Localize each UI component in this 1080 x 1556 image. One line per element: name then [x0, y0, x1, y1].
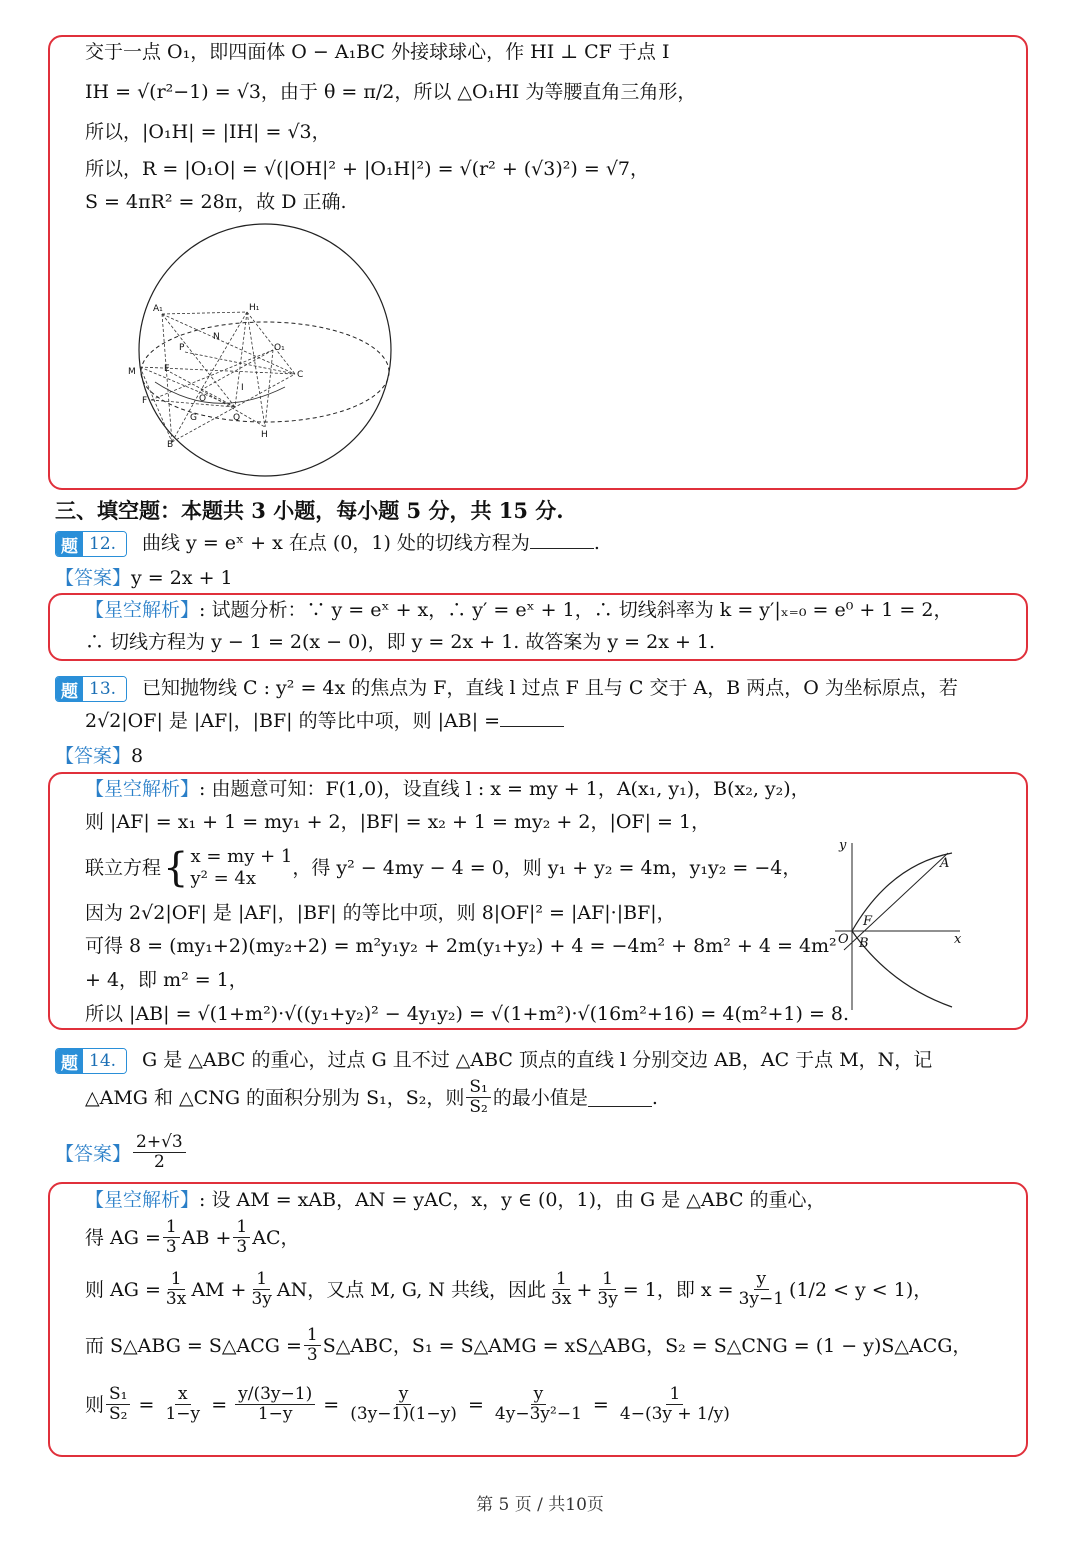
- q14-text2a: △AMG 和 △CNG 的面积分别为 S₁，S₂，则: [85, 1086, 465, 1109]
- q13-answer-label: 【答案】: [55, 745, 132, 767]
- q14-answer: [55, 1133, 188, 1172]
- q13-sol3a: 联立方程: [85, 857, 162, 879]
- q14-sol-line1: [85, 1186, 826, 1214]
- q13-number: 13.: [83, 677, 126, 701]
- q13-sol-line2: 则 |AF| = x₁ + 1 = my₁ + 2，|BF| = x₂ + 1 = my₂ + 2，|OF| = 1，: [85, 811, 711, 833]
- frac-num: 1: [233, 1218, 250, 1238]
- q14-sol-line5: [85, 1385, 735, 1424]
- q14-number: 14.: [83, 1049, 126, 1073]
- parabola-graph: [830, 835, 970, 1015]
- label-P: P: [179, 343, 185, 353]
- label-F: F: [142, 396, 148, 406]
- frac-den: 3y−1: [738, 1289, 785, 1309]
- frac-den: 3x: [551, 1289, 572, 1309]
- label-B: B: [167, 440, 174, 450]
- frac-1-3y: [248, 1270, 274, 1309]
- frac-den: 3: [306, 1345, 318, 1365]
- frac-num: S₁: [106, 1385, 130, 1405]
- q13-sol-line4: 因为 2√2|OF| 是 |AF|，|BF| 的等比中项，则 8|OF|² = |AF|·|BF|，: [85, 902, 676, 924]
- frac-num: y: [396, 1385, 412, 1405]
- label-O1: O₁: [274, 343, 285, 353]
- q14-answer-fraction: [133, 1133, 186, 1172]
- q12-tag: [55, 531, 127, 557]
- answer-num: 2+√3: [133, 1133, 186, 1153]
- sphere-figure: [125, 222, 405, 482]
- q13-question-2: [85, 707, 564, 735]
- frac-num: y: [531, 1385, 547, 1405]
- label-O: O: [199, 394, 207, 404]
- q14-sol3a: 则 AG =: [85, 1278, 161, 1301]
- frac-num: 1: [599, 1270, 616, 1290]
- q13-tag-label: 题: [56, 677, 83, 701]
- label-M: M: [128, 367, 136, 377]
- q12-answer: [55, 563, 233, 590]
- q14-sol2b: AB +: [181, 1226, 232, 1249]
- eq-1: =: [132, 1393, 161, 1416]
- q14-sol2c: AC，: [252, 1226, 300, 1249]
- q13-sol-line3: [85, 846, 801, 890]
- frac-num: 1: [253, 1270, 270, 1290]
- frac-den: 3y: [251, 1289, 272, 1309]
- graph-label-F: F: [863, 914, 873, 929]
- eq-4: =: [461, 1393, 490, 1416]
- frac-num: 1: [304, 1326, 321, 1346]
- q14-sol3b: AM +: [191, 1278, 247, 1301]
- q14-tag: [55, 1048, 127, 1074]
- label-H: H: [261, 430, 268, 440]
- q14-answer-label: 【答案】: [55, 1143, 132, 1165]
- q12-text-end: .: [593, 532, 600, 554]
- graph-label-A: A: [940, 856, 950, 871]
- frac-1-3x: [163, 1270, 189, 1309]
- frac-den: 3x: [165, 1289, 187, 1309]
- q13-answer-value: 8: [131, 745, 144, 767]
- q11-line1: 交于一点 O₁，即四面体 O − A₁BC 外接球球心，作 HI ⊥ CF 于点 I: [85, 41, 670, 63]
- system-eq1: x = my + 1: [190, 846, 293, 867]
- q12-sol1: : 试题分析：∵ y = eˣ + x，∴ y′ = eˣ + 1，∴ 切线斜率为 k = y′|ₓ₌₀ = e⁰ + 1 = 2，: [199, 599, 953, 621]
- frac-third-1: [163, 1218, 180, 1257]
- page-footer: 第 5 页 / 共10页: [476, 1495, 604, 1515]
- system-eq2: y² = 4x: [190, 868, 256, 889]
- q12-sol-label: 【星空解析】: [85, 599, 200, 621]
- eq-5: =: [586, 1393, 615, 1416]
- frac-num: x: [175, 1385, 191, 1405]
- q13-tag: [55, 676, 127, 702]
- q14-text2b: 的最小值是: [492, 1086, 588, 1109]
- frac-num: 1: [163, 1218, 180, 1238]
- frac-r4: [492, 1385, 585, 1424]
- q13-text2: 2√2|OF| 是 |AF|，|BF| 的等比中项，则 |AB| =: [85, 710, 501, 732]
- q13-sol1: : 由题意可知：F(1,0)，设直线 l : x = my + 1，A(x₁, y₁)，B(x₂, y₂)，: [199, 778, 810, 800]
- frac-third-3: [304, 1326, 321, 1365]
- label-Q: Q: [233, 413, 241, 423]
- q12-answer-label: 【答案】: [55, 567, 132, 589]
- eq-2: =: [205, 1393, 234, 1416]
- ratio-den: S₂: [469, 1097, 488, 1117]
- q12-answer-value: y = 2x + 1: [131, 567, 233, 589]
- q13-sol-label: 【星空解析】: [85, 778, 200, 800]
- graph-label-x: x: [954, 932, 962, 947]
- q13-sol-line5: 可得 8 = (my₁+2)(my₂+2) = m²y₁y₂ + 2m(y₁+y₂) + 4 = −4m² + 8m² + 4 = 4m²: [85, 935, 837, 957]
- frac-third-2: [233, 1218, 250, 1257]
- frac-s1-s2: [106, 1385, 130, 1424]
- frac-den: 3y: [597, 1289, 618, 1309]
- frac-den: 3: [236, 1237, 248, 1257]
- frac-num: y/(3y−1): [235, 1385, 315, 1405]
- parabola-curve: [852, 853, 952, 1007]
- q14-sol3c: AN，又点 M, G, N 共线，因此: [276, 1278, 547, 1301]
- label-I: I: [241, 383, 244, 393]
- q11-line5: S = 4πR² = 28π，故 D 正确.: [85, 191, 347, 213]
- frac-1-3y-b: [594, 1270, 620, 1309]
- frac-den: (3y−1)(1−y): [350, 1404, 457, 1424]
- q14-sol4b: S△ABC，S₁ = S△AMG = xS△ABG，S₂ = S△CNG = (1 − y)S△ACG，: [322, 1334, 972, 1357]
- q12-number: 12.: [83, 532, 126, 556]
- system-brace: {: [163, 845, 189, 891]
- q12-blank: [530, 530, 594, 549]
- section-title: 三、填空题：本题共 3 小题，每小题 5 分，共 15 分.: [55, 498, 564, 523]
- equation-system: [190, 846, 292, 890]
- q11-line2: IH = √(r²−1) = √3，由于 θ = π/2，所以 △O₁HI 为等腰直角三角形，: [85, 81, 697, 103]
- q11-line4: 所以，R = |O₁O| = √(|OH|² + |O₁H|²) = √(r² + (√3)²) = √7，: [85, 158, 650, 180]
- q14-tag-label: 题: [56, 1049, 83, 1073]
- q11-line3: 所以，|O₁H| = |IH| = √3，: [85, 121, 331, 143]
- q13-question-1: 已知抛物线 C : y² = 4x 的焦点为 F，直线 l 过点 F 且与 C 交于 A，B 两点，O 为坐标原点，若: [142, 677, 958, 699]
- label-C: C: [297, 370, 304, 380]
- frac-num: 1: [168, 1270, 185, 1290]
- graph-label-O: O: [838, 932, 849, 947]
- label-E: E: [164, 364, 170, 374]
- label-H1: H₁: [249, 303, 260, 313]
- graph-label-y: y: [839, 838, 847, 853]
- q13-sol-line6: + 4，即 m² = 1，: [85, 969, 248, 991]
- graph-label-B: B: [859, 936, 869, 951]
- q14-sol5a: 则: [85, 1393, 105, 1416]
- q14-ratio-fraction: [466, 1078, 490, 1117]
- plus-sign: +: [576, 1278, 593, 1301]
- q14-sol3d: = 1，即 x =: [622, 1278, 734, 1301]
- q12-question: [142, 529, 600, 557]
- sphere-equator: [141, 322, 389, 422]
- q14-sol-line4: [85, 1326, 971, 1365]
- frac-x: [736, 1270, 787, 1309]
- q13-blank: [500, 708, 564, 727]
- ratio-num: S₁: [466, 1078, 490, 1098]
- answer-den: 2: [153, 1152, 165, 1172]
- q12-sol-line2: ∴ 切线方程为 y − 1 = 2(x − 0)，即 y = 2x + 1. 故答案为 y = 2x + 1.: [85, 631, 716, 653]
- label-G: G: [190, 413, 197, 423]
- frac-den: 4−(3y + 1/y): [619, 1404, 730, 1424]
- eq-3: =: [317, 1393, 346, 1416]
- q13-sol3b: ，得 y² − 4my − 4 = 0，则 y₁ + y₂ = 4m，y₁y₂ = −4，: [292, 857, 802, 879]
- q12-tag-label: 题: [56, 532, 83, 556]
- frac-den: 1−y: [165, 1404, 201, 1424]
- label-N: N: [213, 332, 220, 342]
- frac-num: 1: [553, 1270, 570, 1290]
- frac-den: S₂: [109, 1404, 128, 1424]
- q14-sol4a: 而 S△ABG = S△ACG =: [85, 1334, 302, 1357]
- frac-r1: [162, 1385, 203, 1424]
- label-A1: A₁: [153, 304, 163, 314]
- q14-blank: [588, 1088, 652, 1107]
- q12-sol-line1: [85, 596, 953, 624]
- q14-question-2: [85, 1078, 658, 1117]
- frac-r5: [617, 1385, 733, 1424]
- frac-r3: [347, 1385, 460, 1424]
- q14-text2c: .: [651, 1086, 658, 1109]
- q14-sol-line3: [85, 1270, 932, 1309]
- q13-sol-line1: [85, 775, 810, 803]
- q14-sol1: : 设 AM = xAB，AN = yAC，x，y ∈ (0，1)，由 G 是 △ABC 的重心，: [199, 1189, 826, 1211]
- q14-question-1: G 是 △ABC 的重心，过点 G 且不过 △ABC 顶点的直线 l 分别交边 AB，AC 于点 M，N，记: [142, 1049, 933, 1071]
- q14-sol-line2: [85, 1218, 299, 1257]
- frac-r2: [235, 1385, 315, 1424]
- q14-sol2a: 得 AG =: [85, 1226, 161, 1249]
- q14-sol-label: 【星空解析】: [85, 1189, 200, 1211]
- frac-1-3x-b: [548, 1270, 574, 1309]
- frac-num: 1: [666, 1385, 683, 1405]
- q13-answer: [55, 741, 143, 768]
- q13-sol-line7: 所以 |AB| = √(1+m²)·√((y₁+y₂)² − 4y₁y₂) = √(1+m²)·√(16m²+16) = 4(m²+1) = 8.: [85, 1003, 850, 1025]
- q12-text: 曲线 y = eˣ + x 在点 (0，1) 处的切线方程为: [142, 532, 530, 554]
- frac-den: 4y−3y²−1: [494, 1404, 582, 1424]
- frac-den: 1−y: [257, 1404, 293, 1424]
- q14-sol3e: (1/2 < y < 1)，: [789, 1278, 933, 1301]
- frac-num: y: [754, 1270, 770, 1290]
- frac-den: 3: [165, 1237, 177, 1257]
